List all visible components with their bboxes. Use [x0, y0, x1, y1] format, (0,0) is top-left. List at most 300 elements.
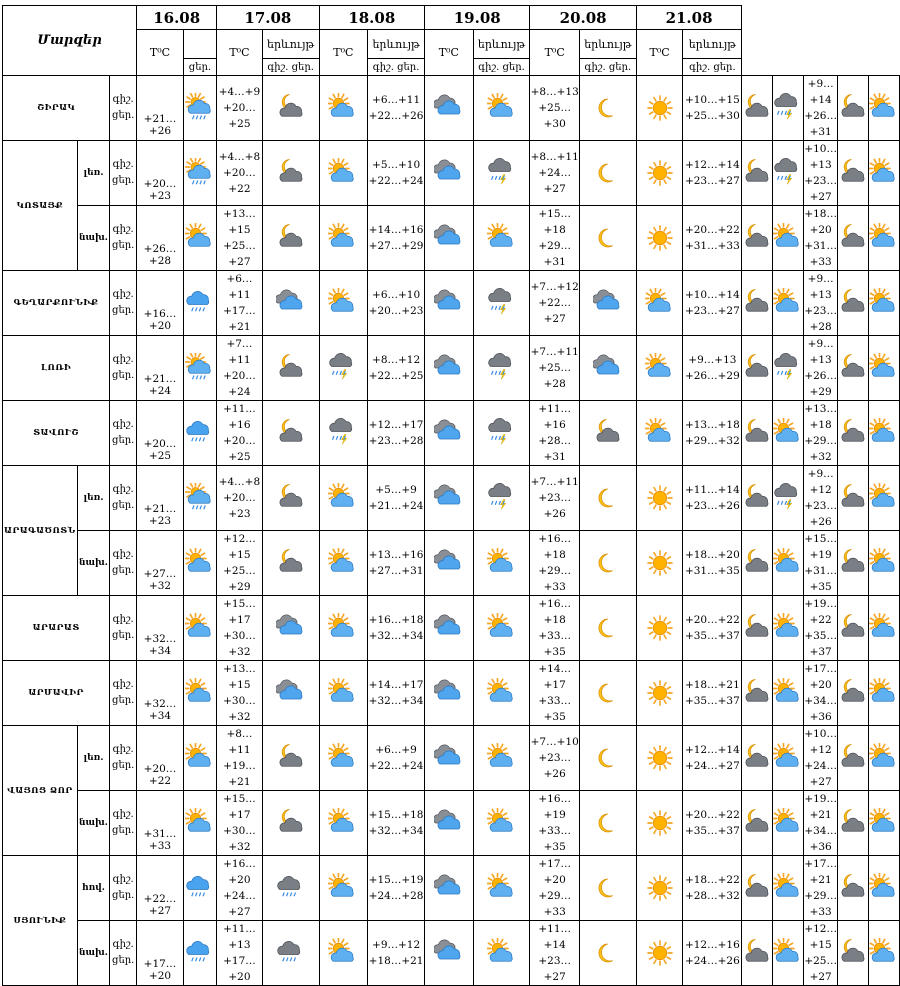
sun-cloud-icon: [185, 548, 215, 578]
day-abbr: ցեր.: [112, 760, 135, 771]
moon-cloud-icon: [276, 223, 306, 253]
moon-cloud-icon: [838, 418, 868, 448]
cloudy-icon: [434, 353, 464, 383]
day-temp: +27…+31: [368, 565, 424, 577]
day-temp: +20…+23: [223, 492, 256, 520]
cloudy-icon: [434, 158, 464, 188]
moon-cloud-icon: [276, 808, 306, 838]
day-temp: +35…+37: [684, 630, 740, 642]
weather-icon-cell: [773, 401, 804, 466]
temp-cell: [804, 401, 838, 466]
moon-icon: [593, 548, 623, 578]
sun-cloud-rain-icon: [185, 158, 215, 188]
weather-icon-cell: [869, 856, 900, 921]
weather-icon-cell: [742, 856, 773, 921]
weather-icon-cell: [636, 206, 683, 271]
night-day-subheader: [579, 59, 636, 76]
day-temp: +25…+27: [804, 955, 837, 983]
weather-icon-cell: [183, 76, 216, 141]
region-name: ԱՐԱՐԱՏ: [3, 596, 110, 661]
temp-cell: [368, 206, 425, 271]
weather-icon-cell: [869, 336, 900, 401]
night-temp: +13…+16: [368, 549, 424, 561]
night-day-label: [110, 76, 137, 141]
weather-icon-cell: [262, 726, 319, 791]
weather-icon-cell: [183, 206, 216, 271]
night-day-subheader: [368, 59, 425, 76]
moon-cloud-icon: [276, 93, 306, 123]
sun-cloud-icon: [773, 678, 803, 708]
weather-header-blank: [183, 30, 216, 59]
night-abbr: գիշ.: [112, 809, 134, 820]
weather-icon-cell: [636, 76, 683, 141]
temp-header: T⁰C: [425, 30, 474, 76]
moon-cloud-icon: [742, 158, 772, 188]
moon-icon: [593, 483, 623, 513]
subregion-label: նախ.: [77, 531, 109, 596]
temp-cell: [804, 206, 838, 271]
moon-icon: [593, 743, 623, 773]
subregion-label: լեռ.: [77, 466, 109, 531]
subregion-label: նախ.: [77, 206, 109, 271]
night-temp: +18…+22: [684, 874, 740, 886]
region-name: ՍՅՈՒՆԻՔ: [3, 856, 78, 986]
night-temp: +7…+11: [530, 476, 579, 488]
temp-cell: [217, 206, 263, 271]
table-row: [3, 726, 900, 791]
day-temp: +23…+28: [368, 435, 424, 447]
night-temp: +6…+11: [226, 273, 253, 301]
day-temp: +33…+35: [538, 695, 572, 723]
temp-cell: [368, 466, 425, 531]
night-temp: +19…+21: [804, 793, 837, 821]
weather-icon-cell: [838, 466, 869, 531]
temp-cell: [368, 856, 425, 921]
rain-icon: [185, 288, 215, 318]
day-temp: +25…+27: [223, 240, 256, 268]
day-temp: +29…+33: [538, 565, 572, 593]
temp-cell: [217, 271, 263, 336]
moon-cloud-icon: [838, 288, 868, 318]
moon-icon: [593, 873, 623, 903]
temp-cell: [368, 726, 425, 791]
night-abbr: գիշ.: [112, 939, 134, 950]
temp-cell: [530, 401, 579, 466]
day-temp: +31…+33: [684, 240, 740, 252]
day-temp: +24…+26: [684, 955, 740, 967]
night-temp: +11…+16: [538, 403, 572, 431]
day-temp: +25…+30: [684, 110, 740, 122]
storm-icon: [328, 418, 358, 448]
night-temp: +14…+17: [368, 679, 424, 691]
sun-cloud-icon: [185, 743, 215, 773]
day-temp: +21…+24: [368, 500, 424, 512]
weather-icon-cell: [579, 791, 636, 856]
table-row: [3, 271, 900, 336]
night-temp: +7…+11: [530, 346, 579, 358]
weather-icon-cell: [838, 661, 869, 726]
weather-icon-cell: [579, 141, 636, 206]
night-temp: +7…+11: [226, 338, 253, 366]
weather-icon-cell: [579, 921, 636, 986]
weather-icon-cell: [262, 531, 319, 596]
night-day-label: [110, 141, 137, 206]
moon-cloud-icon: [276, 548, 306, 578]
temp-cell: [530, 596, 579, 661]
moon-cloud-icon: [276, 743, 306, 773]
weather-header: երևույթ: [368, 30, 425, 59]
moon-cloud-icon: [742, 938, 772, 968]
weather-icon-cell: [742, 206, 773, 271]
weather-icon-cell: [262, 921, 319, 986]
night-temp: +8…+12: [372, 354, 421, 366]
temp-cell: [217, 401, 263, 466]
temp-cell: [804, 661, 838, 726]
subregion-label: նախ.: [77, 921, 109, 986]
night-temp: +8…+11: [530, 151, 579, 163]
weather-icon-cell: [473, 596, 530, 661]
night-temp: +11…+14: [538, 923, 572, 951]
weather-icon-cell: [262, 206, 319, 271]
temp-cell: [368, 336, 425, 401]
table-row: [3, 596, 900, 661]
temp-cell: [368, 791, 425, 856]
moon-cloud-icon: [838, 483, 868, 513]
subregion-label: լեռ.: [77, 726, 109, 791]
moon-cloud-icon: [838, 743, 868, 773]
night-temp: +18…+21: [684, 679, 740, 691]
sun-cloud-icon: [869, 678, 899, 708]
weather-icon-cell: [636, 401, 683, 466]
day-temp: +25…+30: [538, 102, 572, 130]
weather-icon-cell: [773, 336, 804, 401]
night-temp: +14…+17: [538, 663, 572, 691]
date-header: 19.08: [425, 6, 530, 30]
temp-cell: [530, 856, 579, 921]
temp-cell: [368, 531, 425, 596]
weather-icon-cell: [869, 726, 900, 791]
weather-icon-cell: [773, 466, 804, 531]
day-temp: +34…+36: [804, 695, 837, 723]
temp-cell: [683, 141, 742, 206]
day-temp: +34…+36: [804, 825, 837, 853]
sun-cloud-icon: [487, 93, 517, 123]
cloudy-icon: [434, 938, 464, 968]
day-subheader: ցեր.: [183, 59, 216, 76]
night-abbr: գիշ.: [372, 61, 394, 73]
moon-cloud-icon: [276, 418, 306, 448]
day-temp: +24…+27: [538, 167, 572, 195]
temp-cell: +17…+20: [137, 921, 184, 986]
day-temp: +20…+25: [223, 435, 256, 463]
sun-cloud-icon: [869, 288, 899, 318]
weather-icon-cell: [262, 791, 319, 856]
cloudy-icon: [593, 288, 623, 318]
weather-icon-cell: [425, 141, 474, 206]
weather-icon-cell: [473, 271, 530, 336]
temp-cell: [683, 596, 742, 661]
weather-icon-cell: [473, 726, 530, 791]
weather-icon-cell: [183, 466, 216, 531]
moon-icon: [593, 158, 623, 188]
temp-cell: [368, 921, 425, 986]
storm-icon: [487, 288, 517, 318]
night-temp: +8…+13: [530, 86, 579, 98]
night-temp: +20…+22: [684, 614, 740, 626]
day-temp: +32…+34: [368, 825, 424, 837]
weather-icon-cell: [838, 271, 869, 336]
sun-cloud-icon: [869, 223, 899, 253]
weather-icon-cell: [838, 401, 869, 466]
region-name: ԱՐՄԱՎԻՐ: [3, 661, 110, 726]
rain-cloud-icon: [276, 873, 306, 903]
day-temp: +20…+25: [223, 102, 256, 130]
night-temp: +20…+22: [684, 224, 740, 236]
date-header: 20.08: [530, 6, 636, 30]
weather-icon-cell: [262, 141, 319, 206]
weather-icon-cell: [636, 141, 683, 206]
day-temp: +23…+28: [804, 305, 837, 333]
weather-icon-cell: [183, 791, 216, 856]
region-name: ԼՈՌԻ: [3, 336, 110, 401]
night-abbr: գիշ.: [112, 484, 134, 495]
weather-icon-cell: [425, 921, 474, 986]
sun-cloud-icon: [869, 938, 899, 968]
day-abbr: ցեր.: [112, 695, 135, 706]
weather-icon-cell: [742, 726, 773, 791]
sun-icon: [645, 938, 675, 968]
temp-cell: [683, 466, 742, 531]
weather-icon-cell: [636, 336, 683, 401]
night-temp: +16…+20: [223, 858, 256, 886]
moon-cloud-icon: [742, 418, 772, 448]
day-temp: +30…+32: [223, 695, 256, 723]
sun-cloud-icon: [869, 353, 899, 383]
weather-icon-cell: [425, 401, 474, 466]
day-temp: +20…+23: [368, 305, 424, 317]
night-day-label: [110, 531, 137, 596]
moon-cloud-icon: [838, 873, 868, 903]
sun-cloud-icon: [487, 873, 517, 903]
night-day-subheader: [262, 59, 319, 76]
weather-icon-cell: [636, 531, 683, 596]
weather-icon-cell: [262, 76, 319, 141]
weather-icon-cell: [473, 206, 530, 271]
weather-icon-cell: [773, 921, 804, 986]
sun-icon: [645, 808, 675, 838]
night-day-label: [110, 596, 137, 661]
weather-icon-cell: [183, 141, 216, 206]
cloudy-icon: [276, 288, 306, 318]
sun-cloud-icon: [487, 548, 517, 578]
sun-cloud-icon: [487, 613, 517, 643]
night-temp: +9…+12: [372, 939, 421, 951]
moon-icon: [593, 93, 623, 123]
moon-cloud-icon: [838, 678, 868, 708]
night-temp: +13…+18: [684, 419, 740, 431]
sun-cloud-icon: [328, 548, 358, 578]
weather-icon-cell: [473, 856, 530, 921]
temp-cell: +32…+34: [137, 596, 184, 661]
sun-icon: [645, 548, 675, 578]
weather-icon-cell: [183, 531, 216, 596]
night-temp: +4…+9: [218, 86, 261, 98]
forecast-table: [2, 5, 900, 986]
temp-cell: +27…+32: [137, 531, 184, 596]
day-temp: +33…+35: [538, 825, 572, 853]
table-row: [3, 336, 900, 401]
night-abbr: գիշ.: [112, 419, 134, 430]
sun-cloud-icon: [773, 873, 803, 903]
weather-icon-cell: [838, 596, 869, 661]
temp-cell: [683, 206, 742, 271]
weather-icon-cell: [425, 271, 474, 336]
night-temp: +12…+15: [804, 923, 837, 951]
sun-cloud-icon: [328, 938, 358, 968]
weather-icon-cell: [579, 401, 636, 466]
temp-cell: [683, 856, 742, 921]
sun-cloud-icon: [645, 288, 675, 318]
temp-cell: [217, 76, 263, 141]
temp-cell: [217, 921, 263, 986]
temp-cell: [683, 336, 742, 401]
temp-cell: [804, 76, 838, 141]
weather-icon-cell: [473, 401, 530, 466]
weather-icon-cell: [869, 531, 900, 596]
sun-cloud-icon: [773, 743, 803, 773]
night-day-label: [110, 206, 137, 271]
weather-icon-cell: [183, 401, 216, 466]
weather-icon-cell: [183, 596, 216, 661]
weather-icon-cell: [425, 661, 474, 726]
weather-icon-cell: [183, 726, 216, 791]
weather-icon-cell: [425, 596, 474, 661]
weather-header: երևույթ: [473, 30, 530, 59]
rain-icon: [185, 873, 215, 903]
temp-cell: [530, 466, 579, 531]
temp-cell: [530, 141, 579, 206]
night-day-label: [110, 466, 137, 531]
temp-cell: [368, 661, 425, 726]
temp-cell: [530, 206, 579, 271]
temp-cell: [804, 336, 838, 401]
storm-icon: [773, 158, 803, 188]
temp-header: T⁰C: [530, 30, 579, 76]
day-temp: +26…+29: [684, 370, 740, 382]
night-temp: +11…+16: [223, 403, 256, 431]
weather-icon-cell: [473, 466, 530, 531]
day-abbr: ցեր.: [291, 61, 314, 73]
night-temp: +15…+19: [804, 533, 837, 561]
temp-cell: [683, 791, 742, 856]
temp-cell: +31…+33: [137, 791, 184, 856]
cloudy-icon: [434, 808, 464, 838]
day-temp: +31…+35: [804, 565, 837, 593]
cloudy-icon: [434, 678, 464, 708]
weather-icon-cell: [319, 271, 368, 336]
weather-icon-cell: [425, 856, 474, 921]
weather-icon-cell: [473, 141, 530, 206]
sun-cloud-icon: [328, 743, 358, 773]
day-temp: +26…+31: [804, 110, 837, 138]
moon-cloud-icon: [742, 483, 772, 513]
moon-cloud-icon: [742, 873, 772, 903]
temp-cell: [217, 791, 263, 856]
weather-icon-cell: [579, 726, 636, 791]
weather-icon-cell: [579, 596, 636, 661]
sun-cloud-icon: [773, 808, 803, 838]
cloudy-icon: [434, 418, 464, 448]
weather-icon-cell: [773, 856, 804, 921]
night-temp: +20…+22: [684, 809, 740, 821]
temp-cell: +16…+20: [137, 271, 184, 336]
night-temp: +4…+8: [218, 151, 261, 163]
sun-cloud-icon: [773, 418, 803, 448]
cloudy-icon: [276, 678, 306, 708]
weather-icon-cell: [838, 76, 869, 141]
night-temp: +9…+13: [807, 273, 834, 301]
night-temp: +15…+18: [538, 208, 572, 236]
day-abbr: ցեր.: [112, 890, 135, 901]
night-temp: +19…+22: [804, 598, 837, 626]
night-temp: +9…+12: [807, 468, 834, 496]
day-temp: +17…+21: [223, 305, 256, 333]
moon-cloud-icon: [742, 223, 772, 253]
temp-cell: [530, 531, 579, 596]
sun-cloud-icon: [328, 613, 358, 643]
night-abbr: գիշ.: [478, 61, 500, 73]
night-temp: +17…+20: [538, 858, 572, 886]
moon-cloud-icon: [742, 613, 772, 643]
moon-cloud-icon: [276, 483, 306, 513]
moon-cloud-icon: [742, 353, 772, 383]
weather-icon-cell: [838, 141, 869, 206]
sun-cloud-icon: [328, 223, 358, 253]
weather-icon-cell: [319, 401, 368, 466]
weather-icon-cell: [869, 76, 900, 141]
temp-cell: [804, 726, 838, 791]
cloudy-icon: [434, 93, 464, 123]
moon-cloud-icon: [742, 743, 772, 773]
table-row: [3, 791, 900, 856]
moon-cloud-icon: [742, 678, 772, 708]
sun-icon: [645, 678, 675, 708]
weather-icon-cell: [636, 466, 683, 531]
sun-cloud-icon: [328, 93, 358, 123]
night-temp: +14…+16: [368, 224, 424, 236]
weather-icon-cell: [773, 726, 804, 791]
night-temp: +15…+18: [368, 809, 424, 821]
day-temp: +35…+37: [684, 825, 740, 837]
temp-cell: [217, 141, 263, 206]
weather-icon-cell: [183, 336, 216, 401]
day-abbr: ցեր.: [112, 110, 135, 121]
night-temp: +7…+12: [530, 281, 579, 293]
moon-cloud-icon: [742, 93, 772, 123]
weather-icon-cell: [183, 921, 216, 986]
temp-cell: [530, 726, 579, 791]
weather-icon-cell: [869, 791, 900, 856]
day-temp: +35…+37: [684, 695, 740, 707]
weather-icon-cell: [319, 726, 368, 791]
storm-icon: [773, 93, 803, 123]
temp-cell: [804, 466, 838, 531]
rain-icon: [185, 418, 215, 448]
night-day-label: [110, 726, 137, 791]
moon-icon: [593, 223, 623, 253]
night-day-label: [110, 856, 137, 921]
sun-cloud-icon: [185, 613, 215, 643]
